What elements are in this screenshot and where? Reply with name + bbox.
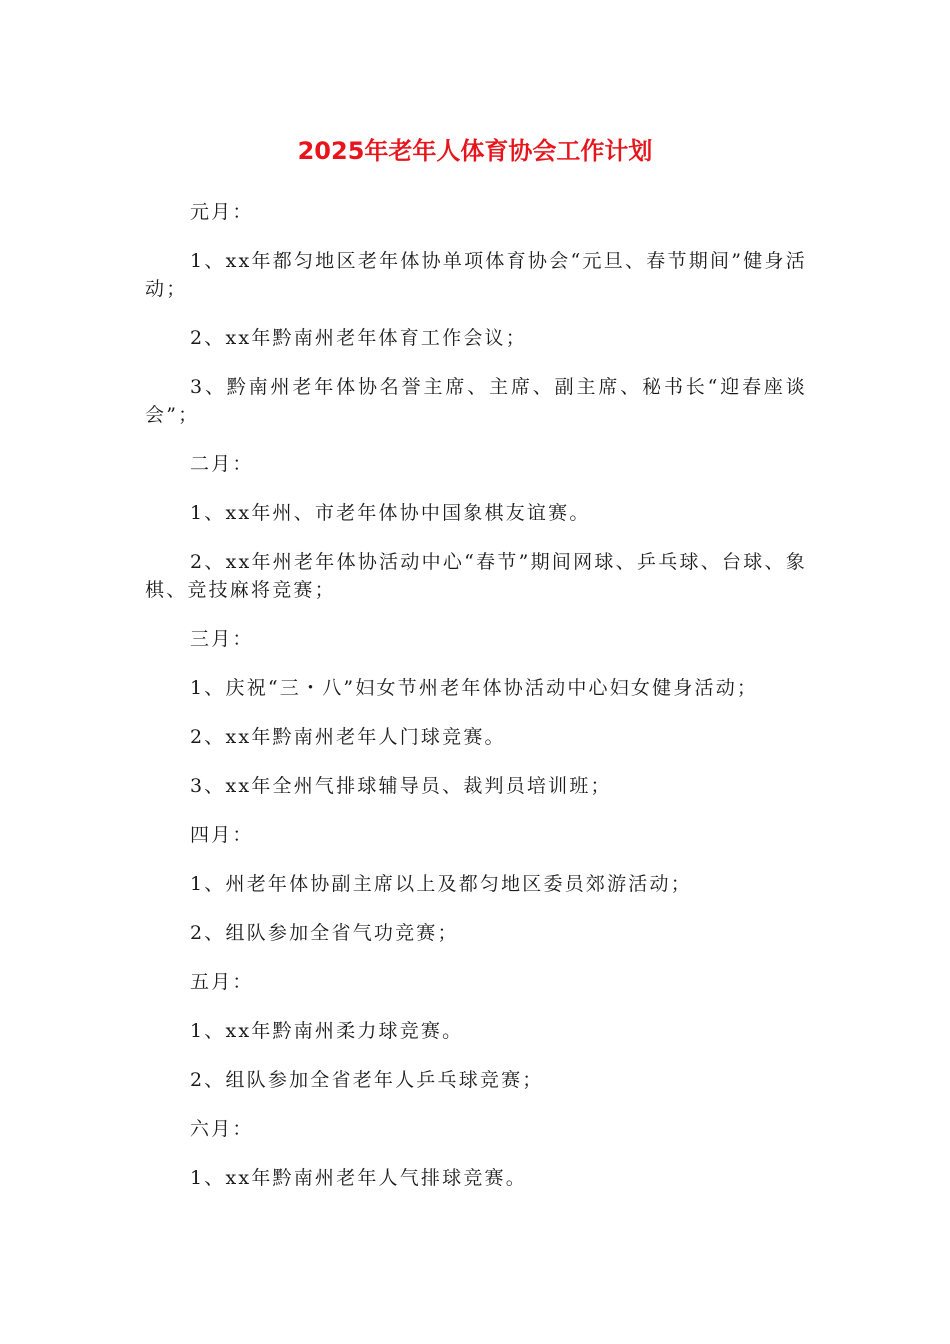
month-heading-april: 四月： <box>190 824 254 846</box>
plan-item: 3、黔南州老年体协名誉主席、主席、副主席、秘书长“迎春座谈会”； <box>145 376 807 426</box>
plan-item: 2、xx年黔南州老年人门球竞赛。 <box>190 726 506 748</box>
document-body <box>145 198 807 1213</box>
month-heading-may: 五月： <box>190 971 254 993</box>
plan-item: 2、xx年黔南州老年体育工作会议； <box>190 327 527 349</box>
month-heading-january: 元月： <box>190 201 254 223</box>
plan-item: 1、州老年体协副主席以上及都匀地区委员郊游活动； <box>190 873 692 895</box>
plan-item: 3、xx年全州气排球辅导员、裁判员培训班； <box>190 775 612 797</box>
month-heading-march: 三月： <box>190 628 254 650</box>
plan-item: 1、xx年黔南州柔力球竞赛。 <box>190 1020 464 1042</box>
plan-item: 2、组队参加全省老年人乒乓球竞赛； <box>190 1069 544 1091</box>
plan-item: 2、组队参加全省气功竞赛； <box>190 922 459 944</box>
month-heading-june: 六月： <box>190 1118 254 1140</box>
month-heading-february: 二月： <box>190 453 254 475</box>
plan-item: 1、xx年州、市老年体协中国象棋友谊赛。 <box>190 502 591 524</box>
plan-item: 1、庆祝“三・八”妇女节州老年体协活动中心妇女健身活动； <box>190 677 759 699</box>
document-title: 2025年老年人体育协会工作计划 <box>297 137 653 165</box>
plan-item: 2、xx年州老年体协活动中心“春节”期间网球、乒乓球、台球、象棋、竞技麻将竞赛； <box>145 551 807 601</box>
plan-item: 1、xx年黔南州老年人气排球竞赛。 <box>190 1167 527 1189</box>
plan-item: 1、xx年都匀地区老年体协单项体育协会“元旦、春节期间”健身活动； <box>145 250 807 300</box>
